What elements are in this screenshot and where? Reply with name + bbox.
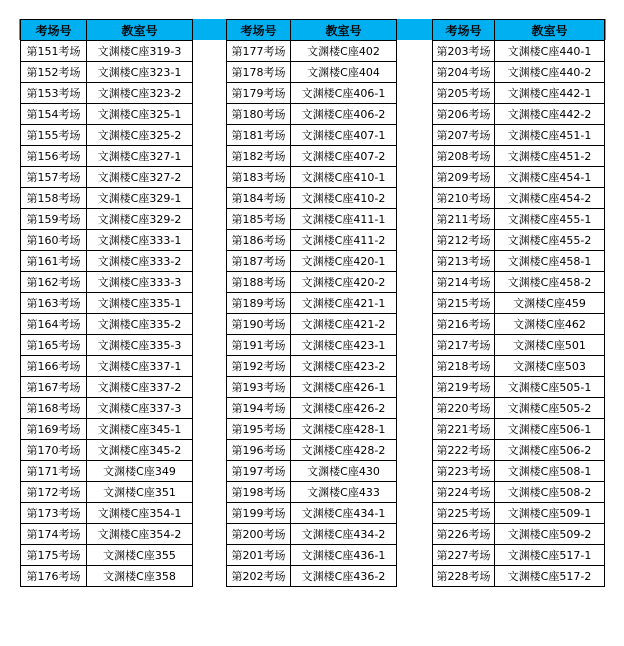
- room-cell: 文渊楼C座508-2: [495, 482, 605, 503]
- exam-no-cell: 第196考场: [227, 440, 291, 461]
- room-cell: 文渊楼C座459: [495, 293, 605, 314]
- room-cell: 文渊楼C座428-2: [291, 440, 397, 461]
- table-row: [433, 503, 605, 524]
- room-cell: 文渊楼C座442-1: [495, 83, 605, 104]
- table-body: [227, 41, 397, 587]
- table-body: [433, 41, 605, 587]
- room-cell: 文渊楼C座406-1: [291, 83, 397, 104]
- room-cell: 文渊楼C座333-3: [87, 272, 193, 293]
- table-row: [433, 146, 605, 167]
- room-cell: 文渊楼C座335-3: [87, 335, 193, 356]
- room-cell: 文渊楼C座433: [291, 482, 397, 503]
- table-row: [433, 251, 605, 272]
- table-row: [227, 146, 397, 167]
- exam-no-cell: 第225考场: [433, 503, 495, 524]
- exam-no-cell: 第166考场: [21, 356, 87, 377]
- room-cell: 文渊楼C座406-2: [291, 104, 397, 125]
- room-cell: 文渊楼C座458-2: [495, 272, 605, 293]
- table-row: [227, 230, 397, 251]
- exam-no-cell: 第182考场: [227, 146, 291, 167]
- exam-no-cell: 第194考场: [227, 398, 291, 419]
- table-row: [227, 419, 397, 440]
- table-row: [227, 398, 397, 419]
- room-cell: 文渊楼C座505-1: [495, 377, 605, 398]
- table-row: [433, 545, 605, 566]
- room-cell: 文渊楼C座404: [291, 62, 397, 83]
- exam-no-cell: 第217考场: [433, 335, 495, 356]
- exam-no-cell: 第164考场: [21, 314, 87, 335]
- table-row: [227, 314, 397, 335]
- exam-no-cell: 第186考场: [227, 230, 291, 251]
- room-cell: 文渊楼C座407-2: [291, 146, 397, 167]
- table-row: [433, 398, 605, 419]
- exam-no-cell: 第153考场: [21, 83, 87, 104]
- exam-no-cell: 第211考场: [433, 209, 495, 230]
- room-cell: 文渊楼C座517-2: [495, 566, 605, 587]
- exam-no-cell: 第195考场: [227, 419, 291, 440]
- exam-no-cell: 第203考场: [433, 41, 495, 62]
- exam-no-cell: 第220考场: [433, 398, 495, 419]
- table-row: [21, 125, 193, 146]
- exam-no-cell: 第190考场: [227, 314, 291, 335]
- room-cell: 文渊楼C座423-2: [291, 356, 397, 377]
- room-cell: 文渊楼C座325-2: [87, 125, 193, 146]
- exam-no-cell: 第155考场: [21, 125, 87, 146]
- room-cell: 文渊楼C座440-2: [495, 62, 605, 83]
- table-row: [21, 503, 193, 524]
- table-row: [433, 293, 605, 314]
- room-cell: 文渊楼C座508-1: [495, 461, 605, 482]
- room-cell: 文渊楼C座323-1: [87, 62, 193, 83]
- room-cell: 文渊楼C座358: [87, 566, 193, 587]
- table-row: [227, 482, 397, 503]
- table-row: [227, 377, 397, 398]
- exam-no-cell: 第177考场: [227, 41, 291, 62]
- room-cell: 文渊楼C座325-1: [87, 104, 193, 125]
- table-row: [21, 83, 193, 104]
- table-row: [433, 314, 605, 335]
- table-row: [227, 83, 397, 104]
- room-cell: 文渊楼C座407-1: [291, 125, 397, 146]
- exam-no-cell: 第223考场: [433, 461, 495, 482]
- room-cell: 文渊楼C座428-1: [291, 419, 397, 440]
- room-cell: 文渊楼C座458-1: [495, 251, 605, 272]
- room-cell: 文渊楼C座329-1: [87, 188, 193, 209]
- table-row: [21, 314, 193, 335]
- room-cell: 文渊楼C座451-2: [495, 146, 605, 167]
- header-row: [227, 20, 397, 41]
- room-cell: 文渊楼C座455-2: [495, 230, 605, 251]
- room-cell: 文渊楼C座333-1: [87, 230, 193, 251]
- room-cell: 文渊楼C座337-1: [87, 356, 193, 377]
- table-row: [433, 188, 605, 209]
- table-row: [227, 62, 397, 83]
- room-cell: 文渊楼C座430: [291, 461, 397, 482]
- table-row: [433, 566, 605, 587]
- exam-no-cell: 第174考场: [21, 524, 87, 545]
- room-cell: 文渊楼C座319-3: [87, 41, 193, 62]
- room-cell: 文渊楼C座436-2: [291, 566, 397, 587]
- room-cell: 文渊楼C座354-1: [87, 503, 193, 524]
- exam-no-cell: 第165考场: [21, 335, 87, 356]
- table-row: [433, 356, 605, 377]
- exam-no-cell: 第185考场: [227, 209, 291, 230]
- room-cell: 文渊楼C座501: [495, 335, 605, 356]
- exam-no-cell: 第175考场: [21, 545, 87, 566]
- table-row: [227, 440, 397, 461]
- header-row: [21, 20, 193, 41]
- room-cell: 文渊楼C座333-2: [87, 251, 193, 272]
- exam-no-cell: 第162考场: [21, 272, 87, 293]
- room-cell: 文渊楼C座434-1: [291, 503, 397, 524]
- table-row: [21, 566, 193, 587]
- room-cell: 文渊楼C座509-2: [495, 524, 605, 545]
- room-table-2: [226, 19, 397, 587]
- room-cell: 文渊楼C座423-1: [291, 335, 397, 356]
- table-row: [433, 482, 605, 503]
- room-cell: 文渊楼C座410-2: [291, 188, 397, 209]
- room-cell: 文渊楼C座410-1: [291, 167, 397, 188]
- room-cell: 文渊楼C座454-1: [495, 167, 605, 188]
- table-row: [21, 335, 193, 356]
- exam-no-cell: 第204考场: [433, 62, 495, 83]
- room-cell: 文渊楼C座436-1: [291, 545, 397, 566]
- exam-no-cell: 第191考场: [227, 335, 291, 356]
- table-row: [227, 335, 397, 356]
- table-row: [227, 356, 397, 377]
- header-room: 教室号: [87, 20, 193, 41]
- room-cell: 文渊楼C座351: [87, 482, 193, 503]
- exam-no-cell: 第201考场: [227, 545, 291, 566]
- table-row: [227, 566, 397, 587]
- header-row: [433, 20, 605, 41]
- header-exam-no: 考场号: [227, 20, 291, 41]
- table-row: [433, 272, 605, 293]
- table-row: [433, 335, 605, 356]
- exam-no-cell: 第154考场: [21, 104, 87, 125]
- header-room: 教室号: [495, 20, 605, 41]
- exam-no-cell: 第152考场: [21, 62, 87, 83]
- table-body: [21, 41, 193, 587]
- room-cell: 文渊楼C座345-1: [87, 419, 193, 440]
- room-cell: 文渊楼C座455-1: [495, 209, 605, 230]
- room-cell: 文渊楼C座354-2: [87, 524, 193, 545]
- exam-no-cell: 第205考场: [433, 83, 495, 104]
- exam-no-cell: 第169考场: [21, 419, 87, 440]
- room-cell: 文渊楼C座335-1: [87, 293, 193, 314]
- exam-no-cell: 第192考场: [227, 356, 291, 377]
- exam-no-cell: 第188考场: [227, 272, 291, 293]
- room-cell: 文渊楼C座506-2: [495, 440, 605, 461]
- header-exam-no: 考场号: [433, 20, 495, 41]
- exam-no-cell: 第200考场: [227, 524, 291, 545]
- table-row: [433, 83, 605, 104]
- exam-no-cell: 第189考场: [227, 293, 291, 314]
- room-table-3: [432, 19, 605, 587]
- header-exam-no: 考场号: [21, 20, 87, 41]
- room-cell: 文渊楼C座327-1: [87, 146, 193, 167]
- table-row: [21, 377, 193, 398]
- table-row: [433, 62, 605, 83]
- exam-no-cell: 第157考场: [21, 167, 87, 188]
- table-row: [21, 440, 193, 461]
- table-row: [21, 251, 193, 272]
- exam-no-cell: 第170考场: [21, 440, 87, 461]
- table-row: [227, 503, 397, 524]
- exam-no-cell: 第163考场: [21, 293, 87, 314]
- exam-no-cell: 第197考场: [227, 461, 291, 482]
- exam-no-cell: 第198考场: [227, 482, 291, 503]
- room-cell: 文渊楼C座421-1: [291, 293, 397, 314]
- room-cell: 文渊楼C座462: [495, 314, 605, 335]
- table-row: [433, 125, 605, 146]
- exam-no-cell: 第213考场: [433, 251, 495, 272]
- room-cell: 文渊楼C座451-1: [495, 125, 605, 146]
- exam-no-cell: 第151考场: [21, 41, 87, 62]
- exam-no-cell: 第179考场: [227, 83, 291, 104]
- table-row: [227, 524, 397, 545]
- table-row: [21, 41, 193, 62]
- room-cell: 文渊楼C座426-1: [291, 377, 397, 398]
- exam-no-cell: 第227考场: [433, 545, 495, 566]
- room-cell: 文渊楼C座509-1: [495, 503, 605, 524]
- table-row: [21, 293, 193, 314]
- room-cell: 文渊楼C座426-2: [291, 398, 397, 419]
- table-row: [433, 377, 605, 398]
- room-cell: 文渊楼C座442-2: [495, 104, 605, 125]
- exam-no-cell: 第202考场: [227, 566, 291, 587]
- room-cell: 文渊楼C座349: [87, 461, 193, 482]
- exam-no-cell: 第228考场: [433, 566, 495, 587]
- exam-no-cell: 第160考场: [21, 230, 87, 251]
- exam-no-cell: 第222考场: [433, 440, 495, 461]
- table-row: [21, 482, 193, 503]
- table-row: [227, 209, 397, 230]
- table-row: [21, 62, 193, 83]
- exam-no-cell: 第215考场: [433, 293, 495, 314]
- table-row: [433, 104, 605, 125]
- room-cell: 文渊楼C座345-2: [87, 440, 193, 461]
- room-cell: 文渊楼C座454-2: [495, 188, 605, 209]
- room-cell: 文渊楼C座355: [87, 545, 193, 566]
- table-row: [21, 146, 193, 167]
- exam-no-cell: 第167考场: [21, 377, 87, 398]
- room-cell: 文渊楼C座420-1: [291, 251, 397, 272]
- header-room: 教室号: [291, 20, 397, 41]
- exam-no-cell: 第176考场: [21, 566, 87, 587]
- room-cell: 文渊楼C座434-2: [291, 524, 397, 545]
- table-row: [227, 251, 397, 272]
- exam-no-cell: 第216考场: [433, 314, 495, 335]
- exam-no-cell: 第159考场: [21, 209, 87, 230]
- exam-no-cell: 第181考场: [227, 125, 291, 146]
- room-cell: 文渊楼C座337-3: [87, 398, 193, 419]
- exam-no-cell: 第158考场: [21, 188, 87, 209]
- room-cell: 文渊楼C座323-2: [87, 83, 193, 104]
- room-cell: 文渊楼C座335-2: [87, 314, 193, 335]
- exam-no-cell: 第161考场: [21, 251, 87, 272]
- exam-no-cell: 第171考场: [21, 461, 87, 482]
- table-row: [433, 209, 605, 230]
- table-row: [433, 461, 605, 482]
- room-cell: 文渊楼C座421-2: [291, 314, 397, 335]
- table-row: [227, 188, 397, 209]
- table-row: [227, 461, 397, 482]
- exam-no-cell: 第184考场: [227, 188, 291, 209]
- table-row: [21, 167, 193, 188]
- room-cell: 文渊楼C座440-1: [495, 41, 605, 62]
- table-row: [227, 125, 397, 146]
- room-cell: 文渊楼C座420-2: [291, 272, 397, 293]
- exam-no-cell: 第168考场: [21, 398, 87, 419]
- exam-no-cell: 第218考场: [433, 356, 495, 377]
- table-row: [21, 230, 193, 251]
- table-row: [21, 356, 193, 377]
- table-row: [21, 461, 193, 482]
- table-row: [227, 293, 397, 314]
- exam-no-cell: 第173考场: [21, 503, 87, 524]
- table-row: [433, 419, 605, 440]
- exam-no-cell: 第221考场: [433, 419, 495, 440]
- table-row: [21, 419, 193, 440]
- table-row: [21, 188, 193, 209]
- room-table-1: [20, 19, 193, 587]
- table-row: [433, 440, 605, 461]
- exam-no-cell: 第206考场: [433, 104, 495, 125]
- room-cell: 文渊楼C座402: [291, 41, 397, 62]
- exam-no-cell: 第178考场: [227, 62, 291, 83]
- room-cell: 文渊楼C座506-1: [495, 419, 605, 440]
- exam-no-cell: 第199考场: [227, 503, 291, 524]
- exam-no-cell: 第210考场: [433, 188, 495, 209]
- exam-no-cell: 第209考场: [433, 167, 495, 188]
- room-cell: 文渊楼C座505-2: [495, 398, 605, 419]
- table-row: [227, 167, 397, 188]
- table-row: [227, 104, 397, 125]
- table-row: [21, 398, 193, 419]
- room-cell: 文渊楼C座411-1: [291, 209, 397, 230]
- exam-no-cell: 第187考场: [227, 251, 291, 272]
- exam-no-cell: 第193考场: [227, 377, 291, 398]
- exam-no-cell: 第180考场: [227, 104, 291, 125]
- exam-no-cell: 第172考场: [21, 482, 87, 503]
- exam-no-cell: 第226考场: [433, 524, 495, 545]
- exam-no-cell: 第212考场: [433, 230, 495, 251]
- exam-no-cell: 第156考场: [21, 146, 87, 167]
- table-row: [21, 272, 193, 293]
- table-row: [227, 272, 397, 293]
- exam-no-cell: 第224考场: [433, 482, 495, 503]
- table-row: [21, 524, 193, 545]
- table-row: [227, 545, 397, 566]
- table-row: [21, 104, 193, 125]
- exam-no-cell: 第214考场: [433, 272, 495, 293]
- room-cell: 文渊楼C座327-2: [87, 167, 193, 188]
- exam-no-cell: 第219考场: [433, 377, 495, 398]
- room-cell: 文渊楼C座503: [495, 356, 605, 377]
- table-row: [433, 167, 605, 188]
- table-row: [433, 230, 605, 251]
- room-cell: 文渊楼C座329-2: [87, 209, 193, 230]
- table-row: [227, 41, 397, 62]
- room-cell: 文渊楼C座411-2: [291, 230, 397, 251]
- table-row: [21, 545, 193, 566]
- exam-no-cell: 第183考场: [227, 167, 291, 188]
- table-row: [433, 524, 605, 545]
- table-row: [433, 41, 605, 62]
- room-cell: 文渊楼C座337-2: [87, 377, 193, 398]
- table-row: [21, 209, 193, 230]
- exam-no-cell: 第207考场: [433, 125, 495, 146]
- room-cell: 文渊楼C座517-1: [495, 545, 605, 566]
- exam-no-cell: 第208考场: [433, 146, 495, 167]
